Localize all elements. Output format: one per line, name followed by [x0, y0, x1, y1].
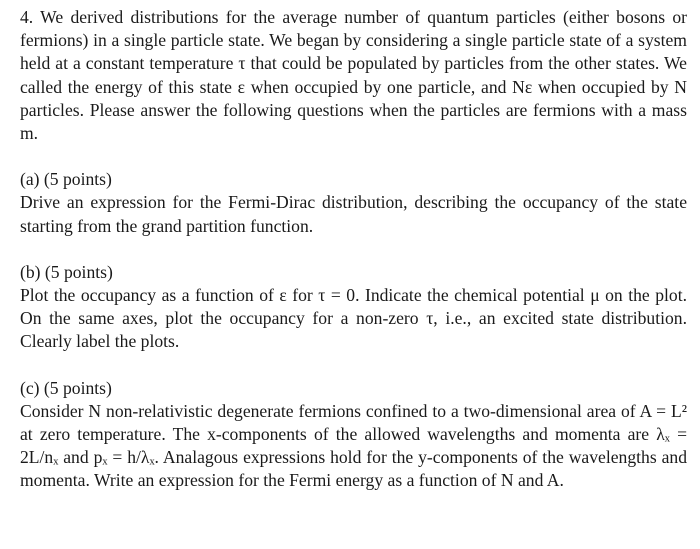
spacer	[20, 145, 687, 168]
part-a-text: Drive an expression for the Fermi-Dirac distribution, describing the occupancy of the state starting from the grand partition function.	[20, 192, 687, 236]
part-b-text: Plot the occupancy as a function of ε for τ = 0. Indicate the chemical potential μ on the plot. On the same axes, plot the occupancy for a non-zero τ, i.e., an excited state distribution. Clearly label the plots.	[20, 285, 687, 352]
question-4-intro	[20, 6, 687, 145]
spacer	[20, 238, 687, 261]
part-c-label: (c) (5 points)	[20, 377, 112, 398]
problem-sheet	[20, 6, 687, 493]
spacer	[20, 354, 687, 377]
part-b-label: (b) (5 points)	[20, 261, 113, 282]
question-intro-text: We derived distributions for the average number of quantum particles (either bosons or fermions) in a single particle state. We began by considering a single particle state of a system held at a constant temperature τ that could be populated by particles from the other states. We called the energy of this state ε when occupied by one particle, and Nε when occupied by N particles. Please answer the following questions when the particles are fermions with a mass m.	[20, 7, 687, 144]
part-c-text: Consider N non-relativistic degenerate fermions confined to a two-dimensional area of A = L² at zero temperature. The x-components of the allowed wavelengths and momenta are λₓ = 2L/nₓ and pₓ = h/λₓ. Analagous expressions hold for the y-components of the wavelengths and momenta. Write an expression for the Fermi energy as a function of N and A.	[20, 400, 687, 491]
part-a-label: (a) (5 points)	[20, 169, 112, 190]
question-number: 4.	[20, 7, 34, 27]
